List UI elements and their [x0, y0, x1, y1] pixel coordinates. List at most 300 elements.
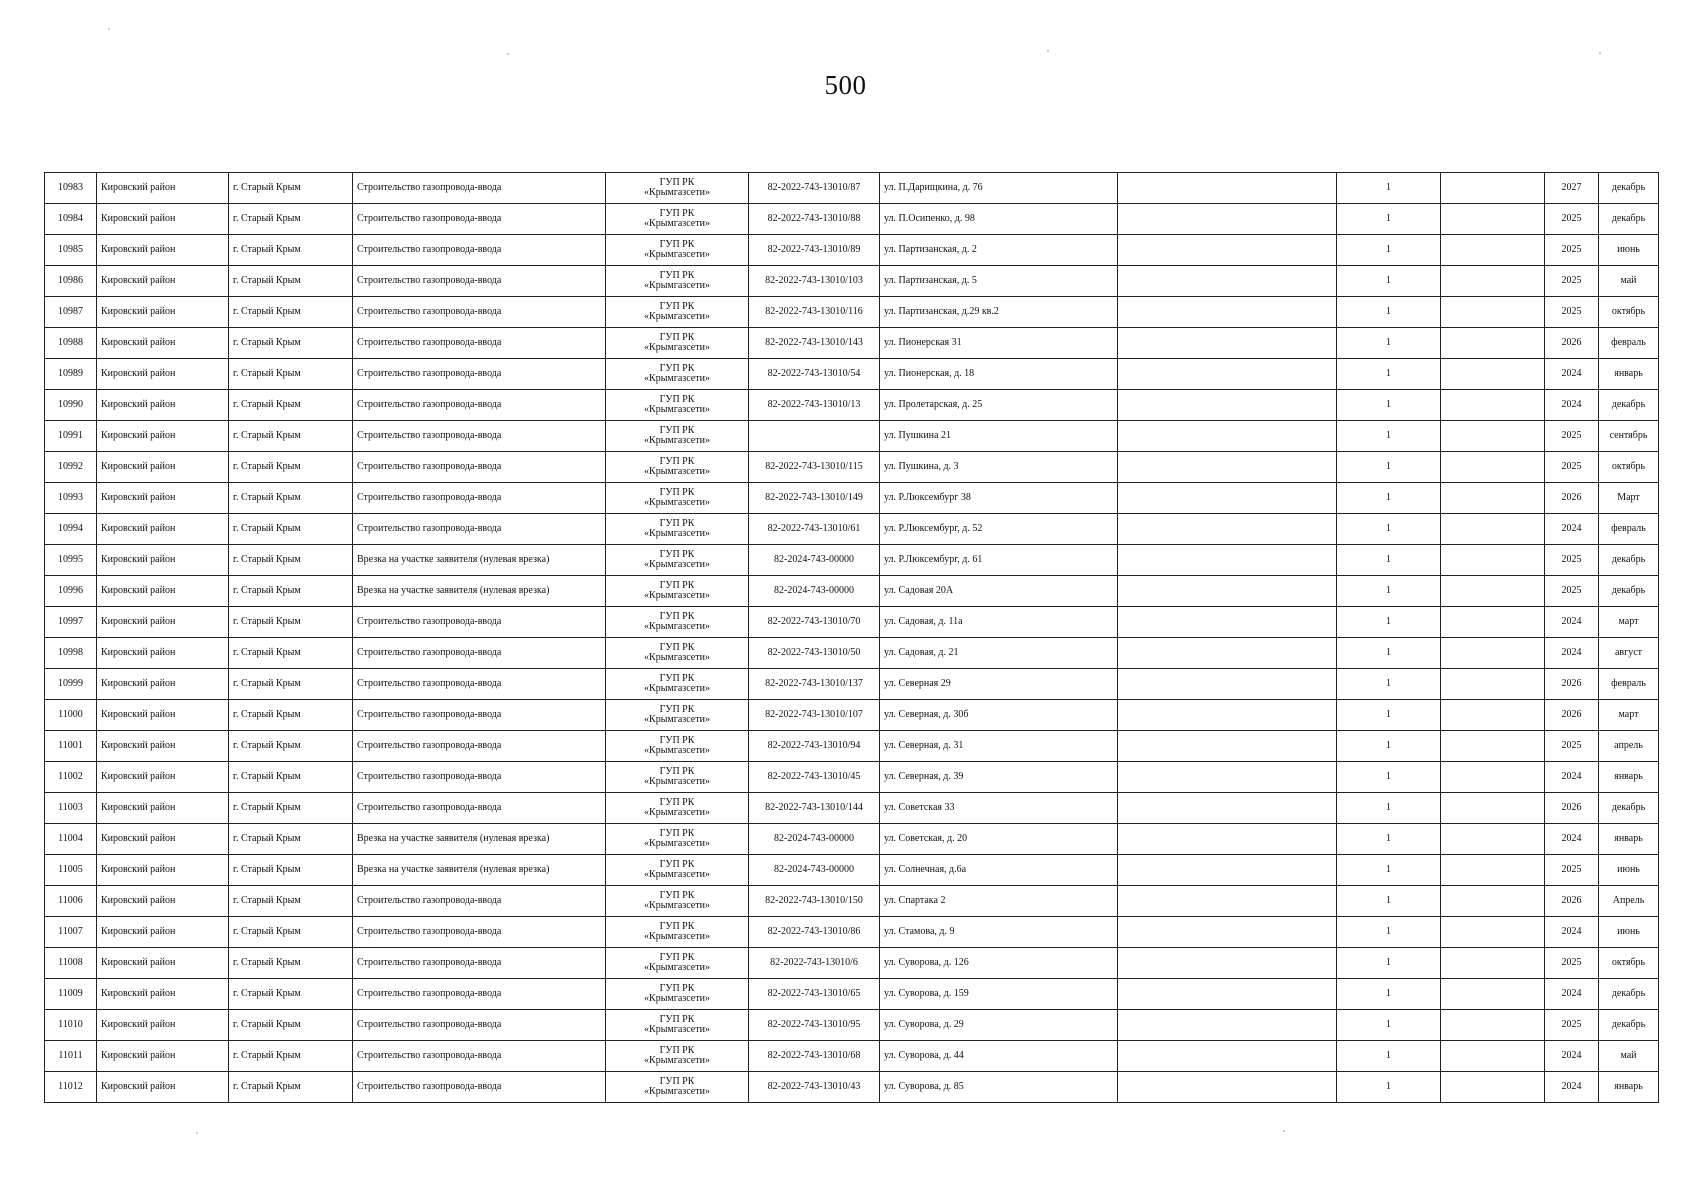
notes-cell [1118, 638, 1337, 669]
month-cell: февраль [1599, 514, 1659, 545]
notes-cell [1118, 700, 1337, 731]
notes-cell [1118, 514, 1337, 545]
work-type-cell: Строительство газопровода-ввода [353, 700, 606, 731]
year-cell: 2026 [1545, 793, 1599, 824]
empty-cell [1441, 1041, 1545, 1072]
year-cell: 2024 [1545, 979, 1599, 1010]
row-number: 10997 [45, 607, 97, 638]
organization-cell [606, 855, 749, 886]
address-cell: ул. Садовая, д. 11а [880, 607, 1118, 638]
organization-brand: «Крымгазсети» [644, 187, 710, 198]
address-cell: ул. П.Дарищкина, д. 76 [880, 173, 1118, 204]
table-row [45, 1010, 1659, 1041]
year-cell: 2026 [1545, 328, 1599, 359]
notes-cell [1118, 917, 1337, 948]
year-cell: 2026 [1545, 886, 1599, 917]
city-cell: г. Старый Крым [229, 359, 353, 390]
address-cell: ул. Р.Люксембург, д. 61 [880, 545, 1118, 576]
row-number: 10985 [45, 235, 97, 266]
notes-cell [1118, 1010, 1337, 1041]
quantity-cell: 1 [1337, 1041, 1441, 1072]
organization-name: ГУП РК [659, 1044, 695, 1056]
project-code-cell: 82-2022-743-13010/94 [749, 731, 880, 762]
district-cell: Кировский район [97, 1041, 229, 1072]
year-cell: 2025 [1545, 204, 1599, 235]
year-cell: 2025 [1545, 266, 1599, 297]
empty-cell [1441, 979, 1545, 1010]
city-cell: г. Старый Крым [229, 669, 353, 700]
year-cell: 2025 [1545, 731, 1599, 762]
work-type-cell: Строительство газопровода-ввода [353, 607, 606, 638]
project-code-cell: 82-2022-743-13010/137 [749, 669, 880, 700]
scan-speck [1047, 50, 1049, 52]
empty-cell [1441, 545, 1545, 576]
city-cell: г. Старый Крым [229, 297, 353, 328]
organization-name: ГУП РК [659, 579, 695, 591]
district-cell: Кировский район [97, 1010, 229, 1041]
address-cell: ул. Советская 33 [880, 793, 1118, 824]
table-row [45, 235, 1659, 266]
project-code-cell: 82-2022-743-13010/13 [749, 390, 880, 421]
quantity-cell: 1 [1337, 266, 1441, 297]
district-cell: Кировский район [97, 979, 229, 1010]
row-number: 10996 [45, 576, 97, 607]
organization-brand: «Крымгазсети» [644, 962, 710, 973]
district-cell: Кировский район [97, 855, 229, 886]
organization-brand: «Крымгазсети» [644, 714, 710, 725]
project-code-cell: 82-2022-743-13010/68 [749, 1041, 880, 1072]
district-cell: Кировский район [97, 669, 229, 700]
city-cell: г. Старый Крым [229, 948, 353, 979]
city-cell: г. Старый Крым [229, 1041, 353, 1072]
district-cell: Кировский район [97, 1072, 229, 1103]
empty-cell [1441, 297, 1545, 328]
work-type-cell: Строительство газопровода-ввода [353, 886, 606, 917]
month-cell: Март [1599, 483, 1659, 514]
year-cell: 2024 [1545, 1041, 1599, 1072]
empty-cell [1441, 576, 1545, 607]
table-row [45, 1072, 1659, 1103]
row-number: 10995 [45, 545, 97, 576]
work-type-cell: Врезка на участке заявителя (нулевая врезка) [353, 824, 606, 855]
year-cell: 2024 [1545, 390, 1599, 421]
project-code-cell: 82-2022-743-13010/115 [749, 452, 880, 483]
work-type-cell: Строительство газопровода-ввода [353, 762, 606, 793]
organization-cell [606, 700, 749, 731]
project-code-cell: 82-2022-743-13010/70 [749, 607, 880, 638]
table-row [45, 421, 1659, 452]
notes-cell [1118, 297, 1337, 328]
scan-speck [108, 28, 110, 30]
district-cell: Кировский район [97, 421, 229, 452]
city-cell: г. Старый Крым [229, 204, 353, 235]
city-cell: г. Старый Крым [229, 917, 353, 948]
organization-cell [606, 979, 749, 1010]
quantity-cell: 1 [1337, 235, 1441, 266]
organization-cell [606, 576, 749, 607]
organization-cell [606, 390, 749, 421]
address-cell: ул. Суворова, д. 85 [880, 1072, 1118, 1103]
notes-cell [1118, 886, 1337, 917]
month-cell: июнь [1599, 917, 1659, 948]
work-type-cell: Врезка на участке заявителя (нулевая врезка) [353, 855, 606, 886]
year-cell: 2025 [1545, 452, 1599, 483]
month-cell: февраль [1599, 669, 1659, 700]
notes-cell [1118, 328, 1337, 359]
city-cell: г. Старый Крым [229, 731, 353, 762]
work-type-cell: Строительство газопровода-ввода [353, 638, 606, 669]
project-code-cell: 82-2022-743-13010/103 [749, 266, 880, 297]
organization-brand: «Крымгазсети» [644, 1086, 710, 1097]
organization-cell [606, 235, 749, 266]
organization-brand: «Крымгазсети» [644, 311, 710, 322]
row-number: 11005 [45, 855, 97, 886]
page-number: 500 [824, 70, 867, 100]
organization-cell [606, 514, 749, 545]
organization-cell [606, 731, 749, 762]
organization-cell [606, 421, 749, 452]
row-number: 10999 [45, 669, 97, 700]
city-cell: г. Старый Крым [229, 576, 353, 607]
quantity-cell: 1 [1337, 638, 1441, 669]
city-cell: г. Старый Крым [229, 483, 353, 514]
year-cell: 2024 [1545, 638, 1599, 669]
city-cell: г. Старый Крым [229, 1072, 353, 1103]
address-cell: ул. Северная, д. 30б [880, 700, 1118, 731]
work-type-cell: Строительство газопровода-ввода [353, 359, 606, 390]
organization-name: ГУП РК [659, 300, 695, 312]
table-row [45, 948, 1659, 979]
empty-cell [1441, 359, 1545, 390]
city-cell: г. Старый Крым [229, 514, 353, 545]
notes-cell [1118, 762, 1337, 793]
work-type-cell: Строительство газопровода-ввода [353, 514, 606, 545]
row-number: 10998 [45, 638, 97, 669]
organization-name: ГУП РК [659, 796, 695, 808]
empty-cell [1441, 390, 1545, 421]
month-cell: Апрель [1599, 886, 1659, 917]
empty-cell [1441, 1072, 1545, 1103]
notes-cell [1118, 235, 1337, 266]
organization-name: ГУП РК [659, 920, 695, 932]
row-number: 11004 [45, 824, 97, 855]
organization-cell [606, 328, 749, 359]
month-cell: июнь [1599, 855, 1659, 886]
city-cell: г. Старый Крым [229, 886, 353, 917]
district-cell: Кировский район [97, 917, 229, 948]
empty-cell [1441, 731, 1545, 762]
organization-name: ГУП РК [659, 703, 695, 715]
notes-cell [1118, 731, 1337, 762]
organization-name: ГУП РК [659, 393, 695, 405]
project-code-cell: 82-2022-743-13010/144 [749, 793, 880, 824]
quantity-cell: 1 [1337, 359, 1441, 390]
month-cell: август [1599, 638, 1659, 669]
organization-name: ГУП РК [659, 734, 695, 746]
address-cell: ул. Р.Люксембург 38 [880, 483, 1118, 514]
notes-cell [1118, 421, 1337, 452]
table-row [45, 1041, 1659, 1072]
address-cell: ул. Суворова, д. 159 [880, 979, 1118, 1010]
organization-brand: «Крымгазсети» [644, 497, 710, 508]
work-type-cell: Строительство газопровода-ввода [353, 483, 606, 514]
year-cell: 2026 [1545, 700, 1599, 731]
month-cell: февраль [1599, 328, 1659, 359]
work-type-cell: Строительство газопровода-ввода [353, 979, 606, 1010]
organization-name: ГУП РК [659, 207, 695, 219]
row-number: 10986 [45, 266, 97, 297]
project-code-cell: 82-2022-743-13010/143 [749, 328, 880, 359]
quantity-cell: 1 [1337, 886, 1441, 917]
organization-brand: «Крымгазсети» [644, 683, 710, 694]
city-cell: г. Старый Крым [229, 545, 353, 576]
notes-cell [1118, 483, 1337, 514]
work-type-cell: Строительство газопровода-ввода [353, 297, 606, 328]
district-cell: Кировский район [97, 359, 229, 390]
year-cell: 2025 [1545, 948, 1599, 979]
month-cell: декабрь [1599, 204, 1659, 235]
month-cell: декабрь [1599, 979, 1659, 1010]
district-cell: Кировский район [97, 886, 229, 917]
table-row [45, 452, 1659, 483]
organization-brand: «Крымгазсети» [644, 652, 710, 663]
city-cell: г. Старый Крым [229, 793, 353, 824]
district-cell: Кировский район [97, 235, 229, 266]
organization-name: ГУП РК [659, 362, 695, 374]
city-cell: г. Старый Крым [229, 855, 353, 886]
table-row [45, 762, 1659, 793]
notes-cell [1118, 793, 1337, 824]
empty-cell [1441, 855, 1545, 886]
city-cell: г. Старый Крым [229, 390, 353, 421]
project-code-cell: 82-2022-743-13010/43 [749, 1072, 880, 1103]
organization-name: ГУП РК [659, 1075, 695, 1087]
table-row [45, 793, 1659, 824]
project-code-cell: 82-2022-743-13010/150 [749, 886, 880, 917]
organization-name: ГУП РК [659, 238, 695, 250]
organization-name: ГУП РК [659, 765, 695, 777]
project-code-cell: 82-2022-743-13010/54 [749, 359, 880, 390]
work-type-cell: Строительство газопровода-ввода [353, 1072, 606, 1103]
table-row [45, 390, 1659, 421]
notes-cell [1118, 948, 1337, 979]
district-cell: Кировский район [97, 731, 229, 762]
work-type-cell: Строительство газопровода-ввода [353, 1010, 606, 1041]
address-cell: ул. Советская, д. 20 [880, 824, 1118, 855]
month-cell: декабрь [1599, 545, 1659, 576]
year-cell: 2026 [1545, 483, 1599, 514]
empty-cell [1441, 235, 1545, 266]
organization-cell [606, 669, 749, 700]
row-number: 11009 [45, 979, 97, 1010]
organization-name: ГУП РК [659, 486, 695, 498]
table-row [45, 917, 1659, 948]
city-cell: г. Старый Крым [229, 235, 353, 266]
scan-speck [507, 53, 509, 55]
city-cell: г. Старый Крым [229, 452, 353, 483]
work-type-cell: Строительство газопровода-ввода [353, 452, 606, 483]
project-code-cell: 82-2022-743-13010/89 [749, 235, 880, 266]
table-row [45, 669, 1659, 700]
year-cell: 2026 [1545, 669, 1599, 700]
month-cell: декабрь [1599, 793, 1659, 824]
work-type-cell: Строительство газопровода-ввода [353, 173, 606, 204]
table-row [45, 700, 1659, 731]
empty-cell [1441, 762, 1545, 793]
row-number: 11006 [45, 886, 97, 917]
organization-brand: «Крымгазсети» [644, 280, 710, 291]
project-code-cell: 82-2024-743-00000 [749, 576, 880, 607]
quantity-cell: 1 [1337, 1072, 1441, 1103]
empty-cell [1441, 1010, 1545, 1041]
year-cell: 2024 [1545, 607, 1599, 638]
table-row [45, 607, 1659, 638]
project-code-cell: 82-2022-743-13010/95 [749, 1010, 880, 1041]
organization-brand: «Крымгазсети» [644, 466, 710, 477]
address-cell: ул. Стамова, д. 9 [880, 917, 1118, 948]
quantity-cell: 1 [1337, 731, 1441, 762]
month-cell: декабрь [1599, 576, 1659, 607]
year-cell: 2025 [1545, 421, 1599, 452]
month-cell: июнь [1599, 235, 1659, 266]
organization-name: ГУП РК [659, 672, 695, 684]
organization-cell [606, 1010, 749, 1041]
row-number: 10983 [45, 173, 97, 204]
notes-cell [1118, 979, 1337, 1010]
quantity-cell: 1 [1337, 762, 1441, 793]
month-cell: сентябрь [1599, 421, 1659, 452]
notes-cell [1118, 1041, 1337, 1072]
notes-cell [1118, 824, 1337, 855]
organization-cell [606, 762, 749, 793]
project-code-cell: 82-2022-743-13010/61 [749, 514, 880, 545]
organization-brand: «Крымгазсети» [644, 218, 710, 229]
table-row [45, 514, 1659, 545]
organization-brand: «Крымгазсети» [644, 559, 710, 570]
empty-cell [1441, 266, 1545, 297]
year-cell: 2024 [1545, 514, 1599, 545]
notes-cell [1118, 204, 1337, 235]
notes-cell [1118, 545, 1337, 576]
address-cell: ул. Пионерская, д. 18 [880, 359, 1118, 390]
table-row [45, 979, 1659, 1010]
row-number: 10988 [45, 328, 97, 359]
empty-cell [1441, 886, 1545, 917]
address-cell: ул. Пушкина 21 [880, 421, 1118, 452]
notes-cell [1118, 390, 1337, 421]
quantity-cell: 1 [1337, 979, 1441, 1010]
organization-brand: «Крымгазсети» [644, 621, 710, 632]
city-cell: г. Старый Крым [229, 421, 353, 452]
work-type-cell: Строительство газопровода-ввода [353, 266, 606, 297]
organization-name: ГУП РК [659, 455, 695, 467]
quantity-cell: 1 [1337, 545, 1441, 576]
year-cell: 2025 [1545, 545, 1599, 576]
address-cell: ул. Садовая 20А [880, 576, 1118, 607]
organization-cell [606, 1072, 749, 1103]
table-row [45, 204, 1659, 235]
address-cell: ул. Северная, д. 39 [880, 762, 1118, 793]
row-number: 10993 [45, 483, 97, 514]
row-number: 10990 [45, 390, 97, 421]
year-cell: 2024 [1545, 1072, 1599, 1103]
work-type-cell: Строительство газопровода-ввода [353, 917, 606, 948]
row-number: 11011 [45, 1041, 97, 1072]
year-cell: 2025 [1545, 855, 1599, 886]
quantity-cell: 1 [1337, 793, 1441, 824]
organization-brand: «Крымгазсети» [644, 1055, 710, 1066]
quantity-cell: 1 [1337, 328, 1441, 359]
organization-brand: «Крымгазсети» [644, 373, 710, 384]
empty-cell [1441, 669, 1545, 700]
organization-cell [606, 1041, 749, 1072]
row-number: 11012 [45, 1072, 97, 1103]
address-cell: ул. П.Осипенко, д. 98 [880, 204, 1118, 235]
organization-name: ГУП РК [659, 176, 695, 188]
year-cell: 2025 [1545, 235, 1599, 266]
project-code-cell: 82-2022-743-13010/149 [749, 483, 880, 514]
row-number: 10989 [45, 359, 97, 390]
organization-cell [606, 359, 749, 390]
quantity-cell: 1 [1337, 390, 1441, 421]
city-cell: г. Старый Крым [229, 979, 353, 1010]
city-cell: г. Старый Крым [229, 700, 353, 731]
city-cell: г. Старый Крым [229, 266, 353, 297]
year-cell: 2024 [1545, 762, 1599, 793]
table-row [45, 824, 1659, 855]
organization-cell [606, 638, 749, 669]
month-cell: май [1599, 266, 1659, 297]
table-row [45, 545, 1659, 576]
district-cell: Кировский район [97, 483, 229, 514]
quantity-cell: 1 [1337, 514, 1441, 545]
quantity-cell: 1 [1337, 948, 1441, 979]
district-cell: Кировский район [97, 173, 229, 204]
district-cell: Кировский район [97, 762, 229, 793]
city-cell: г. Старый Крым [229, 607, 353, 638]
organization-brand: «Крымгазсети» [644, 528, 710, 539]
quantity-cell: 1 [1337, 824, 1441, 855]
row-number: 11008 [45, 948, 97, 979]
notes-cell [1118, 266, 1337, 297]
table-body [45, 173, 1659, 1103]
year-cell: 2024 [1545, 824, 1599, 855]
organization-cell [606, 452, 749, 483]
organization-cell [606, 607, 749, 638]
work-type-cell: Строительство газопровода-ввода [353, 390, 606, 421]
month-cell: январь [1599, 1072, 1659, 1103]
organization-cell [606, 886, 749, 917]
month-cell: октябрь [1599, 297, 1659, 328]
work-type-cell: Строительство газопровода-ввода [353, 421, 606, 452]
notes-cell [1118, 452, 1337, 483]
address-cell: ул. Солнечная, д.6а [880, 855, 1118, 886]
empty-cell [1441, 638, 1545, 669]
organization-cell [606, 948, 749, 979]
empty-cell [1441, 204, 1545, 235]
organization-brand: «Крымгазсети» [644, 590, 710, 601]
month-cell: октябрь [1599, 452, 1659, 483]
empty-cell [1441, 452, 1545, 483]
city-cell: г. Старый Крым [229, 173, 353, 204]
organization-name: ГУП РК [659, 548, 695, 560]
district-cell: Кировский район [97, 297, 229, 328]
district-cell: Кировский район [97, 638, 229, 669]
address-cell: ул. Суворова, д. 126 [880, 948, 1118, 979]
work-type-cell: Врезка на участке заявителя (нулевая врезка) [353, 576, 606, 607]
district-cell: Кировский район [97, 204, 229, 235]
project-code-cell: 82-2024-743-00000 [749, 545, 880, 576]
